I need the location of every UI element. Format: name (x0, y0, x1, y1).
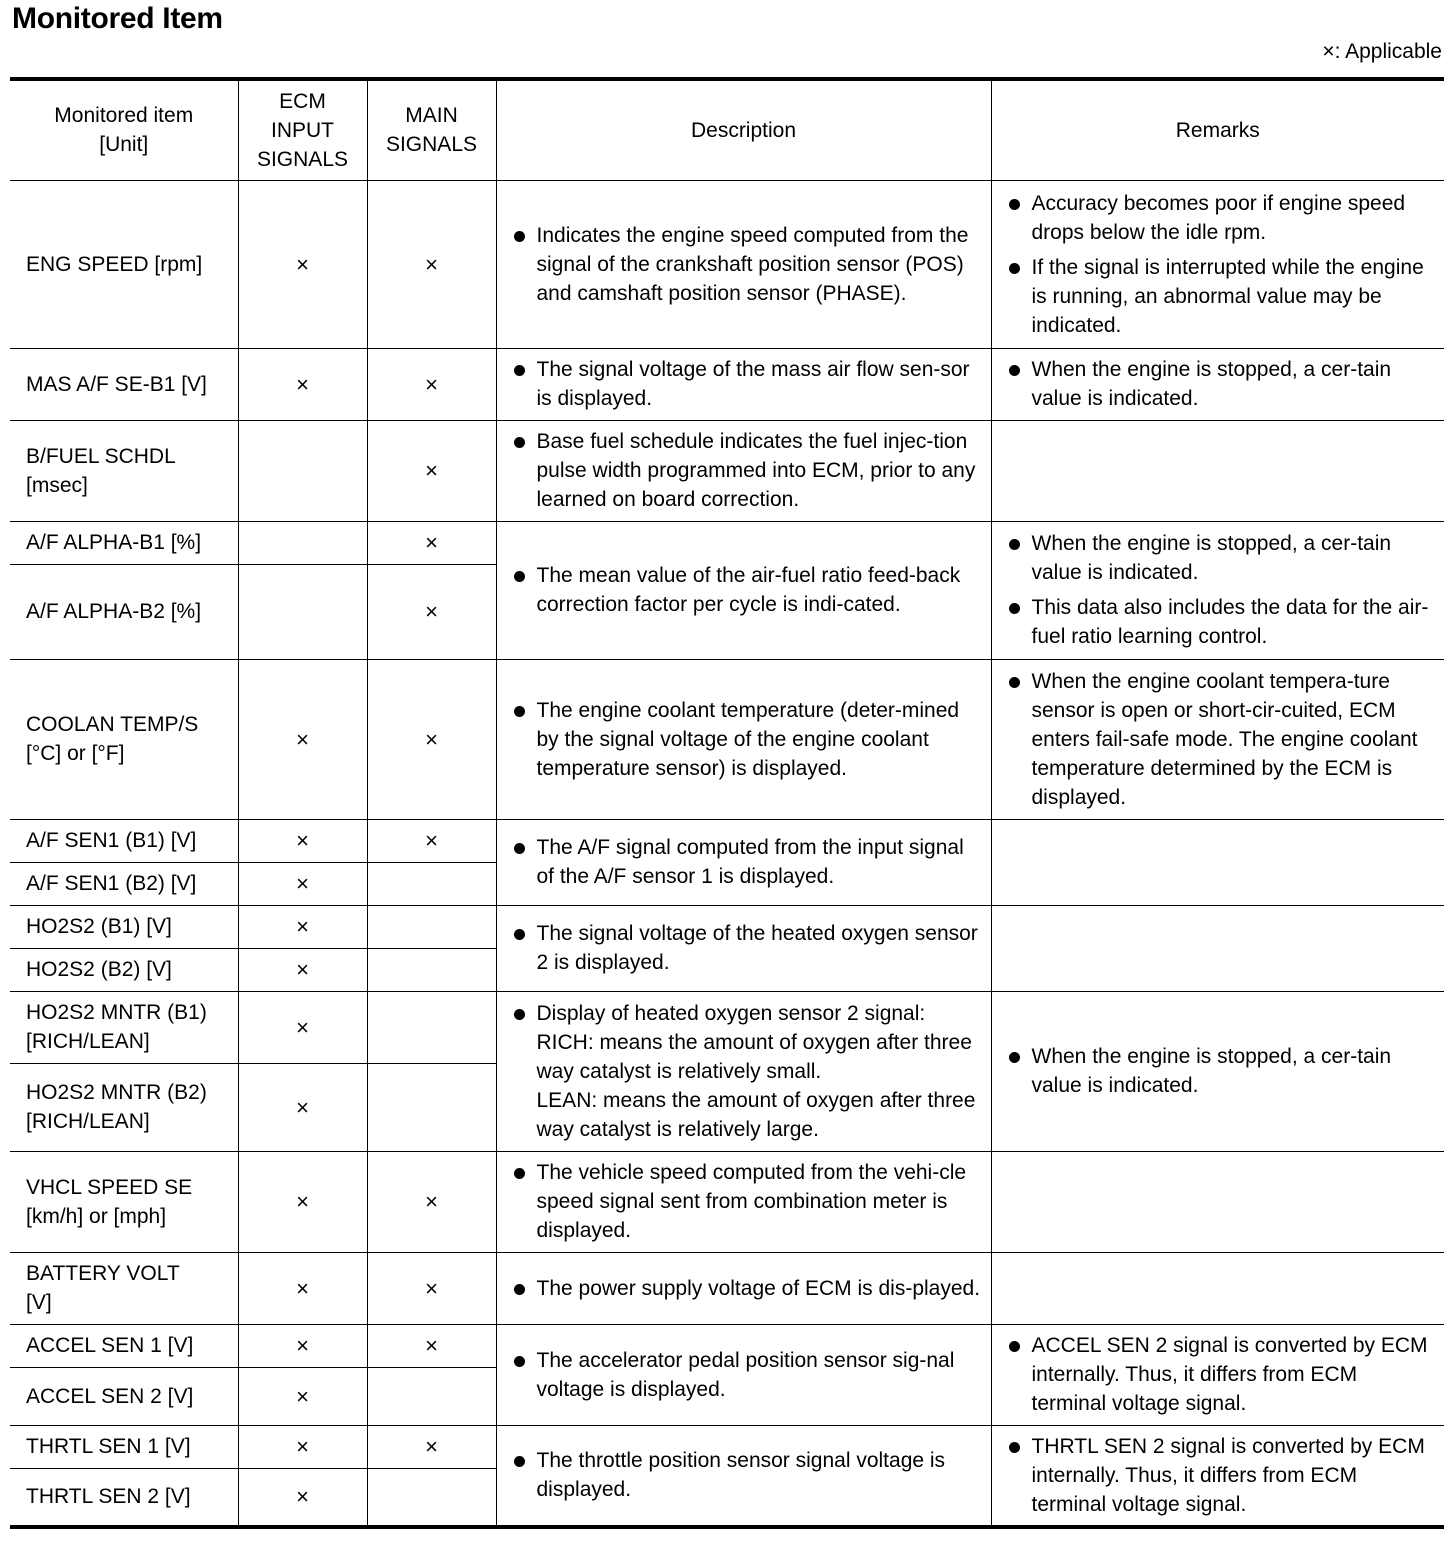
header-description: Description (496, 79, 991, 180)
description-bullet: The A/F signal computed from the input signal of the A/F sensor 1 is displayed. (513, 833, 983, 891)
description-bullet: The mean value of the air-fuel ratio feed-back correction factor per cycle is indi-cated. (513, 561, 983, 619)
ecm-input-mark: × (238, 1367, 367, 1425)
item-line: HO2S2 (B2) [V] (26, 958, 172, 981)
item-line: MAS A/F SE-B1 [V] (26, 372, 207, 396)
header-main-line: MAIN (405, 104, 458, 128)
description-bullet (513, 999, 983, 1144)
monitored-item (10, 1151, 238, 1252)
description-bullet: The signal voltage of the mass air flow sen-sor is displayed. (513, 355, 983, 413)
description-cell (496, 991, 991, 1151)
monitored-item (10, 521, 238, 564)
item-line: HO2S2 MNTR (B2) (26, 1081, 207, 1104)
ecm-input-mark: × (238, 819, 367, 862)
description-bullet: The power supply voltage of ECM is dis-played. (513, 1274, 983, 1303)
item-line: [RICH/LEAN] (26, 1030, 150, 1053)
item-line: A/F SEN1 (B2) [V] (26, 872, 197, 895)
main-signal-mark: × (367, 659, 496, 819)
remarks-cell (991, 1324, 1444, 1425)
item-line: ACCEL SEN 2 [V] (26, 1384, 194, 1408)
remarks-cell (991, 991, 1444, 1151)
remark-bullet: If the signal is interrupted while the engine is running, an abnormal value may be indicated. (1008, 253, 1437, 340)
table-row (10, 420, 1444, 521)
monitored-item (10, 180, 238, 348)
table-row (10, 1151, 1444, 1252)
description-cell (496, 819, 991, 905)
description-bullet: The accelerator pedal position sensor sig-nal voltage is displayed. (513, 1346, 983, 1404)
remarks-cell (991, 1425, 1444, 1527)
monitored-item (10, 1425, 238, 1468)
description-bullet: Base fuel schedule indicates the fuel injec-tion pulse width programmed into ECM, prior to any learned on board correction. (513, 427, 983, 514)
item-line: [km/h] or [mph] (26, 1204, 167, 1228)
main-signal-mark: × (367, 1324, 496, 1367)
header-monitored-item (10, 79, 238, 180)
monitored-item-table (10, 77, 1444, 1529)
monitored-item (10, 991, 238, 1063)
header-remarks: Remarks (991, 79, 1444, 180)
description-bullet: Indicates the engine speed computed from the signal of the crankshaft position sensor (POS) and camshaft position sensor (PHASE). (513, 221, 983, 308)
ecm-input-mark (238, 521, 367, 564)
remarks-cell (991, 180, 1444, 348)
main-signal-mark (367, 948, 496, 991)
ecm-input-mark: × (238, 180, 367, 348)
main-signal-mark (367, 862, 496, 905)
main-signal-mark: × (367, 521, 496, 564)
main-signal-mark: × (367, 348, 496, 420)
item-line: A/F SEN1 (B1) [V] (26, 829, 197, 852)
item-line: B/FUEL SCHDL (26, 444, 176, 468)
ecm-input-mark (238, 420, 367, 521)
ecm-input-mark: × (238, 905, 367, 948)
ecm-input-mark (238, 564, 367, 659)
remarks-cell (991, 1252, 1444, 1324)
ecm-input-mark: × (238, 862, 367, 905)
remarks-cell (991, 348, 1444, 420)
monitored-item (10, 420, 238, 521)
description-cell (496, 348, 991, 420)
main-signal-mark (367, 1063, 496, 1151)
header-ecm-line: ECM (279, 89, 326, 113)
monitored-item (10, 1367, 238, 1425)
monitored-item (10, 862, 238, 905)
page-title: Monitored Item (12, 2, 223, 35)
table-row (10, 659, 1444, 819)
item-line: HO2S2 MNTR (B1) (26, 1001, 207, 1024)
item-line: BATTERY VOLT (26, 1262, 180, 1285)
monitored-item (10, 1324, 238, 1367)
ecm-input-mark: × (238, 1151, 367, 1252)
remark-bullet: Accuracy becomes poor if engine speed drops below the idle rpm. (1008, 189, 1437, 247)
remark-bullet: When the engine is stopped, a cer-tain value is indicated. (1008, 529, 1437, 587)
remark-bullet: When the engine is stopped, a cer-tain value is indicated. (1008, 355, 1437, 413)
remark-bullet: When the engine is stopped, a cer-tain value is indicated. (1008, 1042, 1437, 1100)
description-cell (496, 521, 991, 659)
remarks-cell (991, 819, 1444, 905)
ecm-input-mark: × (238, 991, 367, 1063)
monitored-item (10, 905, 238, 948)
ecm-input-mark: × (238, 1324, 367, 1367)
description-cell (496, 1425, 991, 1527)
main-signal-mark (367, 991, 496, 1063)
description-bullet: The throttle position sensor signal voltage is displayed. (513, 1446, 983, 1504)
main-signal-mark: × (367, 1151, 496, 1252)
main-signal-mark: × (367, 180, 496, 348)
main-signal-mark: × (367, 420, 496, 521)
item-line: ACCEL SEN 1 [V] (26, 1334, 194, 1357)
table-row (10, 819, 1444, 862)
ecm-input-mark: × (238, 1468, 367, 1526)
main-signal-mark: × (367, 1252, 496, 1324)
description-cell (496, 905, 991, 991)
remarks-cell (991, 420, 1444, 521)
remarks-cell (991, 521, 1444, 659)
header-item-label: Monitored item (54, 104, 194, 128)
monitored-item (10, 1468, 238, 1526)
item-line: [RICH/LEAN] (26, 1110, 150, 1133)
header-ecm-line: INPUT (271, 118, 334, 142)
table-row (10, 991, 1444, 1063)
remarks-cell (991, 905, 1444, 991)
main-signal-mark: × (367, 1425, 496, 1468)
table-row (10, 180, 1444, 348)
main-signal-mark (367, 1367, 496, 1425)
ecm-input-mark: × (238, 1425, 367, 1468)
description-bullet: The signal voltage of the heated oxygen sensor 2 is displayed. (513, 919, 983, 977)
table-row (10, 348, 1444, 420)
description-bullet: The vehicle speed computed from the vehi-cle speed signal sent from combination meter is displayed. (513, 1158, 983, 1245)
item-line: A/F ALPHA-B1 [%] (26, 531, 202, 554)
ecm-input-mark: × (238, 659, 367, 819)
remark-bullet: This data also includes the data for the air-fuel ratio learning control. (1008, 593, 1437, 651)
monitored-item (10, 1063, 238, 1151)
description-cell (496, 1324, 991, 1425)
table-row (10, 905, 1444, 948)
monitored-item (10, 659, 238, 819)
item-line: COOLAN TEMP/S (26, 713, 199, 736)
description-cell (496, 180, 991, 348)
main-signal-mark: × (367, 564, 496, 659)
table-row (10, 1324, 1444, 1367)
table-row (10, 1425, 1444, 1468)
ecm-input-mark: × (238, 348, 367, 420)
header-row (10, 79, 1444, 180)
header-ecm-input-signals (238, 79, 367, 180)
remarks-cell (991, 1151, 1444, 1252)
remarks-cell (991, 659, 1444, 819)
ecm-input-mark: × (238, 948, 367, 991)
item-line: ENG SPEED [rpm] (26, 252, 203, 276)
description-line: LEAN: means the amount of oxygen after three way catalyst is relatively large. (536, 1088, 976, 1141)
item-line: VHCL SPEED SE (26, 1175, 193, 1199)
header-main-signals (367, 79, 496, 180)
remark-bullet: THRTL SEN 2 signal is converted by ECM internally. Thus, it differs from ECM terminal voltage signal. (1008, 1432, 1437, 1519)
ecm-input-mark: × (238, 1063, 367, 1151)
main-signal-mark: × (367, 819, 496, 862)
header-main-line: SIGNALS (385, 133, 478, 157)
description-line: RICH: means the amount of oxygen after three way catalyst is relatively small. (536, 1030, 972, 1083)
item-line: A/F ALPHA-B2 [%] (26, 600, 202, 623)
item-line: [msec] (26, 473, 88, 497)
monitored-item (10, 564, 238, 659)
description-bullet: The engine coolant temperature (deter-mined by the signal voltage of the engine coolant temperature sensor) is displayed. (513, 696, 983, 783)
main-signal-mark (367, 905, 496, 948)
monitored-item (10, 819, 238, 862)
item-line: THRTL SEN 1 [V] (26, 1435, 191, 1459)
table-row (10, 1252, 1444, 1324)
monitored-item (10, 1252, 238, 1324)
description-line: Display of heated oxygen sensor 2 signal: (536, 1001, 926, 1025)
table-row (10, 521, 1444, 564)
header-unit-label: [Unit] (99, 133, 149, 157)
description-cell (496, 659, 991, 819)
main-signal-mark (367, 1468, 496, 1526)
item-line: THRTL SEN 2 [V] (26, 1485, 191, 1509)
header-ecm-line: SIGNALS (256, 147, 349, 171)
description-cell (496, 1151, 991, 1252)
applicable-legend: ×: Applicable (1322, 40, 1442, 63)
item-line: [V] (26, 1291, 52, 1314)
item-line: HO2S2 (B1) [V] (26, 915, 172, 938)
description-cell (496, 1252, 991, 1324)
ecm-input-mark: × (238, 1252, 367, 1324)
remark-bullet: When the engine coolant tempera-ture sensor is open or short-cir-cuited, ECM enters fail-safe mode. The engine coolant temperature determined by the ECM is displayed. (1008, 667, 1437, 812)
monitored-item (10, 948, 238, 991)
monitored-item (10, 348, 238, 420)
remark-bullet: ACCEL SEN 2 signal is converted by ECM internally. Thus, it differs from ECM terminal voltage signal. (1008, 1331, 1437, 1418)
item-line: [°C] or [°F] (26, 742, 125, 765)
description-cell (496, 420, 991, 521)
